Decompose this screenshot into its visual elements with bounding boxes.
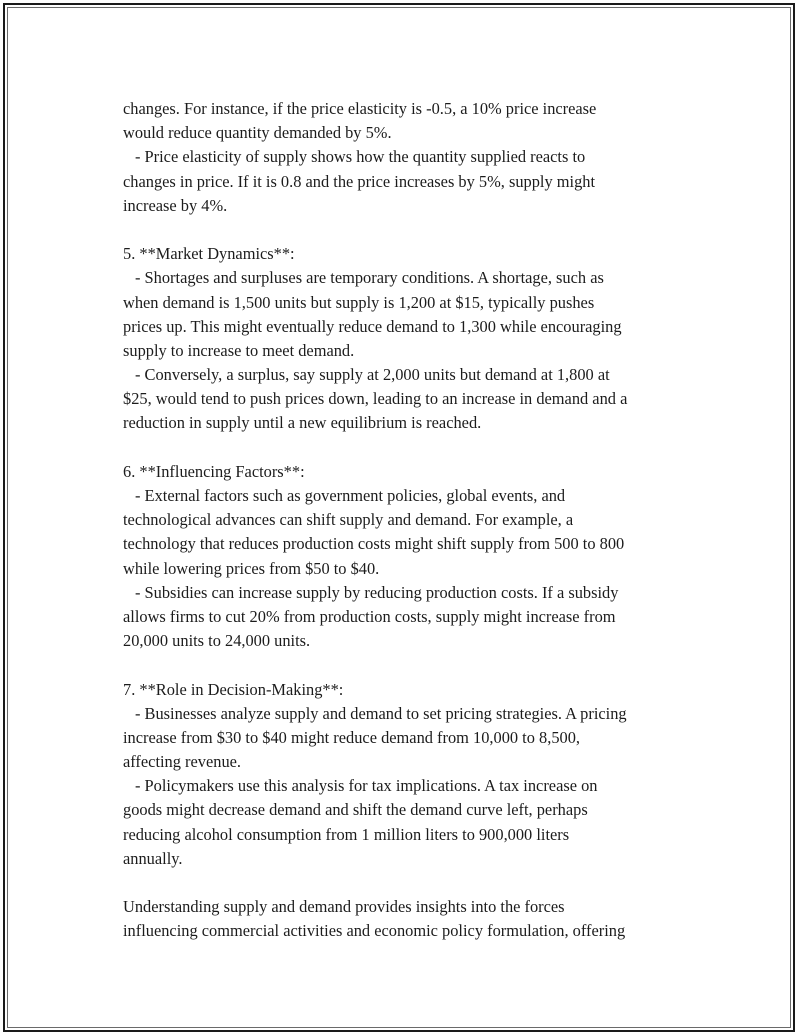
document-body bbox=[123, 97, 723, 944]
text-line: increase by 4%. bbox=[123, 195, 228, 215]
text-line: increase from $30 to $40 might reduce demand from 10,000 to 8,500, bbox=[123, 727, 581, 747]
text-line: - Conversely, a surplus, say supply at 2,000 units but demand at 1,800 at bbox=[135, 365, 610, 385]
text-line: - Subsidies can increase supply by reducing production costs. If a subsidy bbox=[135, 582, 619, 602]
text-line: influencing commercial activities and economic policy formulation, offering bbox=[123, 921, 626, 941]
blank-line bbox=[123, 871, 723, 895]
text-line: reduction in supply until a new equilibrium is reached. bbox=[123, 413, 482, 433]
text-line: Understanding supply and demand provides insights into the forces bbox=[123, 897, 565, 917]
text-line: changes in price. If it is 0.8 and the price increases by 5%, supply might bbox=[123, 171, 596, 191]
blank-line bbox=[123, 653, 723, 677]
text-line: while lowering prices from $50 to $40. bbox=[123, 558, 380, 578]
text-line: goods might decrease demand and shift the demand curve left, perhaps bbox=[123, 800, 588, 820]
text-line: affecting revenue. bbox=[123, 752, 242, 772]
text-line: prices up. This might eventually reduce demand to 1,300 while encouraging bbox=[123, 316, 622, 336]
text-line: - Businesses analyze supply and demand to set pricing strategies. A pricing bbox=[135, 703, 627, 723]
text-line: annually. bbox=[123, 848, 183, 868]
text-line: 7. **Role in Decision-Making**: bbox=[123, 679, 344, 699]
text-line: would reduce quantity demanded by 5%. bbox=[123, 123, 392, 143]
text-line: - Shortages and surpluses are temporary conditions. A shortage, such as bbox=[135, 268, 604, 288]
text-line: - Price elasticity of supply shows how the quantity supplied reacts to bbox=[135, 147, 586, 167]
text-line: - Policymakers use this analysis for tax implications. A tax increase on bbox=[135, 776, 598, 796]
text-line: supply to increase to meet demand. bbox=[123, 340, 355, 360]
text-line: technology that reduces production costs might shift supply from 500 to 800 bbox=[123, 534, 625, 554]
blank-line bbox=[123, 436, 723, 460]
page-frame bbox=[3, 3, 795, 1032]
text-line: 20,000 units to 24,000 units. bbox=[123, 631, 311, 651]
blank-line bbox=[123, 218, 723, 242]
text-line: technological advances can shift supply and demand. For example, a bbox=[123, 510, 574, 530]
text-line: 5. **Market Dynamics**: bbox=[123, 244, 295, 264]
text-line: when demand is 1,500 units but supply is 1,200 at $15, typically pushes bbox=[123, 292, 595, 312]
text-line: allows firms to cut 20% from production costs, supply might increase from bbox=[123, 606, 616, 626]
text-line: 6. **Influencing Factors**: bbox=[123, 461, 305, 481]
text-line: changes. For instance, if the price elasticity is -0.5, a 10% price increase bbox=[123, 99, 597, 118]
text-line: - External factors such as government policies, global events, and bbox=[135, 486, 566, 505]
text-line: $25, would tend to push prices down, leading to an increase in demand and a bbox=[123, 389, 628, 409]
text-line: reducing alcohol consumption from 1 million liters to 900,000 liters bbox=[123, 824, 570, 844]
